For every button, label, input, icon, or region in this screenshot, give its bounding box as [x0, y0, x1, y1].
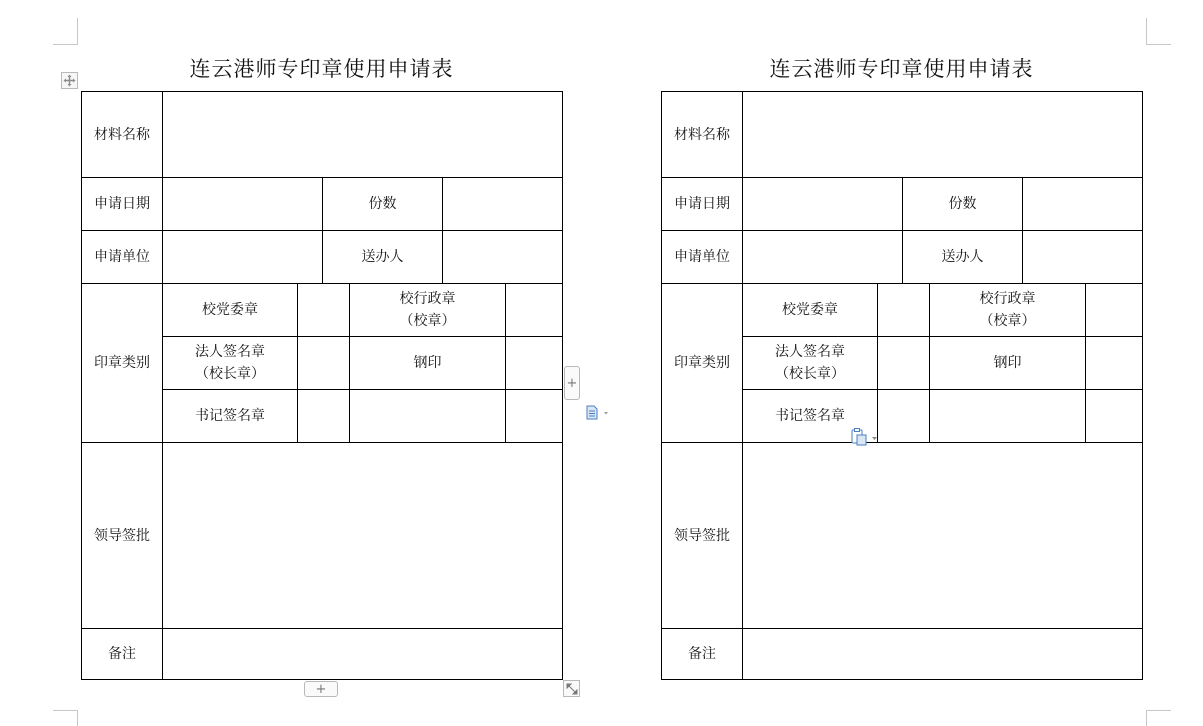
apply-unit-label: 申请单位	[94, 249, 150, 265]
label-cell	[662, 231, 743, 284]
legal-seal-label: 法人签名章	[775, 344, 845, 360]
secretary-seal-label: 书记签名章	[775, 408, 845, 424]
seal-application-form-table	[81, 91, 563, 680]
copies-label: 份数	[368, 196, 397, 212]
apply-date-label: 申请日期	[94, 196, 150, 212]
empty-cell[interactable]	[506, 390, 563, 443]
admin-seal-checkbox-cell[interactable]	[1086, 284, 1143, 337]
form-title: 连云港师专印章使用申请表	[189, 57, 454, 81]
steel-seal-checkbox-cell[interactable]	[506, 337, 563, 390]
label-cell	[662, 92, 743, 178]
apply-date-cell[interactable]	[163, 178, 323, 231]
label-cell	[323, 231, 443, 284]
apply-date-cell[interactable]	[743, 178, 903, 231]
label-cell	[82, 178, 163, 231]
page-corner-mark-top-left	[53, 18, 78, 45]
apply-unit-cell[interactable]	[743, 231, 903, 284]
admin-seal-sublabel: （校章）	[979, 313, 1036, 329]
party-seal-checkbox-cell[interactable]	[878, 284, 930, 337]
empty-cell[interactable]	[350, 390, 506, 443]
label-cell	[930, 284, 1086, 337]
label-cell	[743, 337, 878, 390]
label-cell	[82, 92, 163, 178]
page-corner-mark-bottom-right	[1146, 710, 1171, 726]
apply-unit-cell[interactable]	[163, 231, 323, 284]
leader-approval-cell[interactable]	[163, 443, 563, 629]
leader-approval-cell[interactable]	[743, 443, 1143, 629]
leader-approval-label: 领导签批	[674, 527, 730, 544]
copies-cell[interactable]	[443, 178, 563, 231]
add-row-button[interactable]	[304, 681, 338, 697]
admin-seal-sublabel: （校章）	[399, 313, 456, 329]
resize-icon	[566, 683, 578, 695]
page-corner-mark-top-right	[1146, 18, 1171, 45]
seal-type-label: 印章类别	[674, 355, 730, 371]
legal-seal-sublabel: （校长章）	[195, 366, 265, 382]
admin-seal-label: 校行政章	[399, 291, 456, 307]
leader-approval-label: 领导签批	[94, 527, 150, 544]
label-cell	[743, 284, 878, 337]
table-move-handle[interactable]	[61, 72, 78, 89]
party-seal-label: 校党委章	[202, 302, 258, 318]
add-column-button[interactable]	[564, 366, 580, 400]
label-cell	[323, 178, 443, 231]
label-cell	[662, 443, 743, 629]
copies-cell[interactable]	[1023, 178, 1143, 231]
label-cell	[82, 231, 163, 284]
label-cell	[163, 390, 298, 443]
apply-unit-label: 申请单位	[674, 249, 730, 265]
label-cell	[82, 443, 163, 629]
label-cell	[82, 629, 163, 680]
table-resize-handle[interactable]	[563, 680, 580, 697]
steel-seal-label: 钢印	[993, 355, 1022, 371]
label-cell	[163, 284, 298, 337]
label-cell	[82, 284, 163, 443]
remarks-label: 备注	[688, 646, 716, 662]
label-cell	[662, 284, 743, 443]
sender-label: 送办人	[941, 249, 984, 265]
plus-icon: +	[566, 375, 578, 391]
secretary-seal-label: 书记签名章	[195, 408, 265, 424]
legal-seal-label: 法人签名章	[195, 344, 265, 360]
copies-label: 份数	[948, 196, 977, 212]
label-cell	[903, 178, 1023, 231]
paste-options-button[interactable]	[851, 428, 881, 446]
admin-seal-checkbox-cell[interactable]	[506, 284, 563, 337]
plus-icon: +	[315, 681, 327, 697]
document-quick-action[interactable]	[586, 405, 612, 421]
material-name-label: 材料名称	[94, 126, 150, 143]
label-cell	[662, 629, 743, 680]
apply-date-label: 申请日期	[674, 196, 730, 212]
label-cell	[350, 284, 506, 337]
steel-seal-checkbox-cell[interactable]	[1086, 337, 1143, 390]
party-seal-checkbox-cell[interactable]	[298, 284, 350, 337]
secretary-seal-checkbox-cell[interactable]	[878, 390, 930, 443]
remarks-label: 备注	[108, 646, 136, 662]
document-icon	[586, 405, 612, 421]
seal-application-form-table	[661, 91, 1143, 680]
label-cell	[662, 178, 743, 231]
legal-seal-checkbox-cell[interactable]	[878, 337, 930, 390]
admin-seal-label: 校行政章	[979, 291, 1036, 307]
label-cell	[163, 337, 298, 390]
label-cell	[903, 231, 1023, 284]
legal-seal-checkbox-cell[interactable]	[298, 337, 350, 390]
remarks-cell[interactable]	[163, 629, 563, 680]
sender-label: 送办人	[361, 249, 404, 265]
page-corner-mark-bottom-left	[53, 710, 78, 726]
form-title: 连云港师专印章使用申请表	[769, 57, 1034, 81]
material-name-cell[interactable]	[163, 92, 563, 178]
label-cell	[350, 337, 506, 390]
paste-icon	[851, 428, 881, 446]
legal-seal-sublabel: （校长章）	[775, 366, 845, 382]
material-name-cell[interactable]	[743, 92, 1143, 178]
sender-cell[interactable]	[443, 231, 563, 284]
remarks-cell[interactable]	[743, 629, 1143, 680]
sender-cell[interactable]	[1023, 231, 1143, 284]
party-seal-label: 校党委章	[782, 302, 838, 318]
steel-seal-label: 钢印	[413, 355, 442, 371]
empty-cell[interactable]	[1086, 390, 1143, 443]
secretary-seal-checkbox-cell[interactable]	[298, 390, 350, 443]
seal-type-label: 印章类别	[94, 355, 150, 371]
empty-cell[interactable]	[930, 390, 1086, 443]
label-cell	[930, 337, 1086, 390]
material-name-label: 材料名称	[674, 126, 730, 143]
move-icon	[63, 74, 76, 87]
